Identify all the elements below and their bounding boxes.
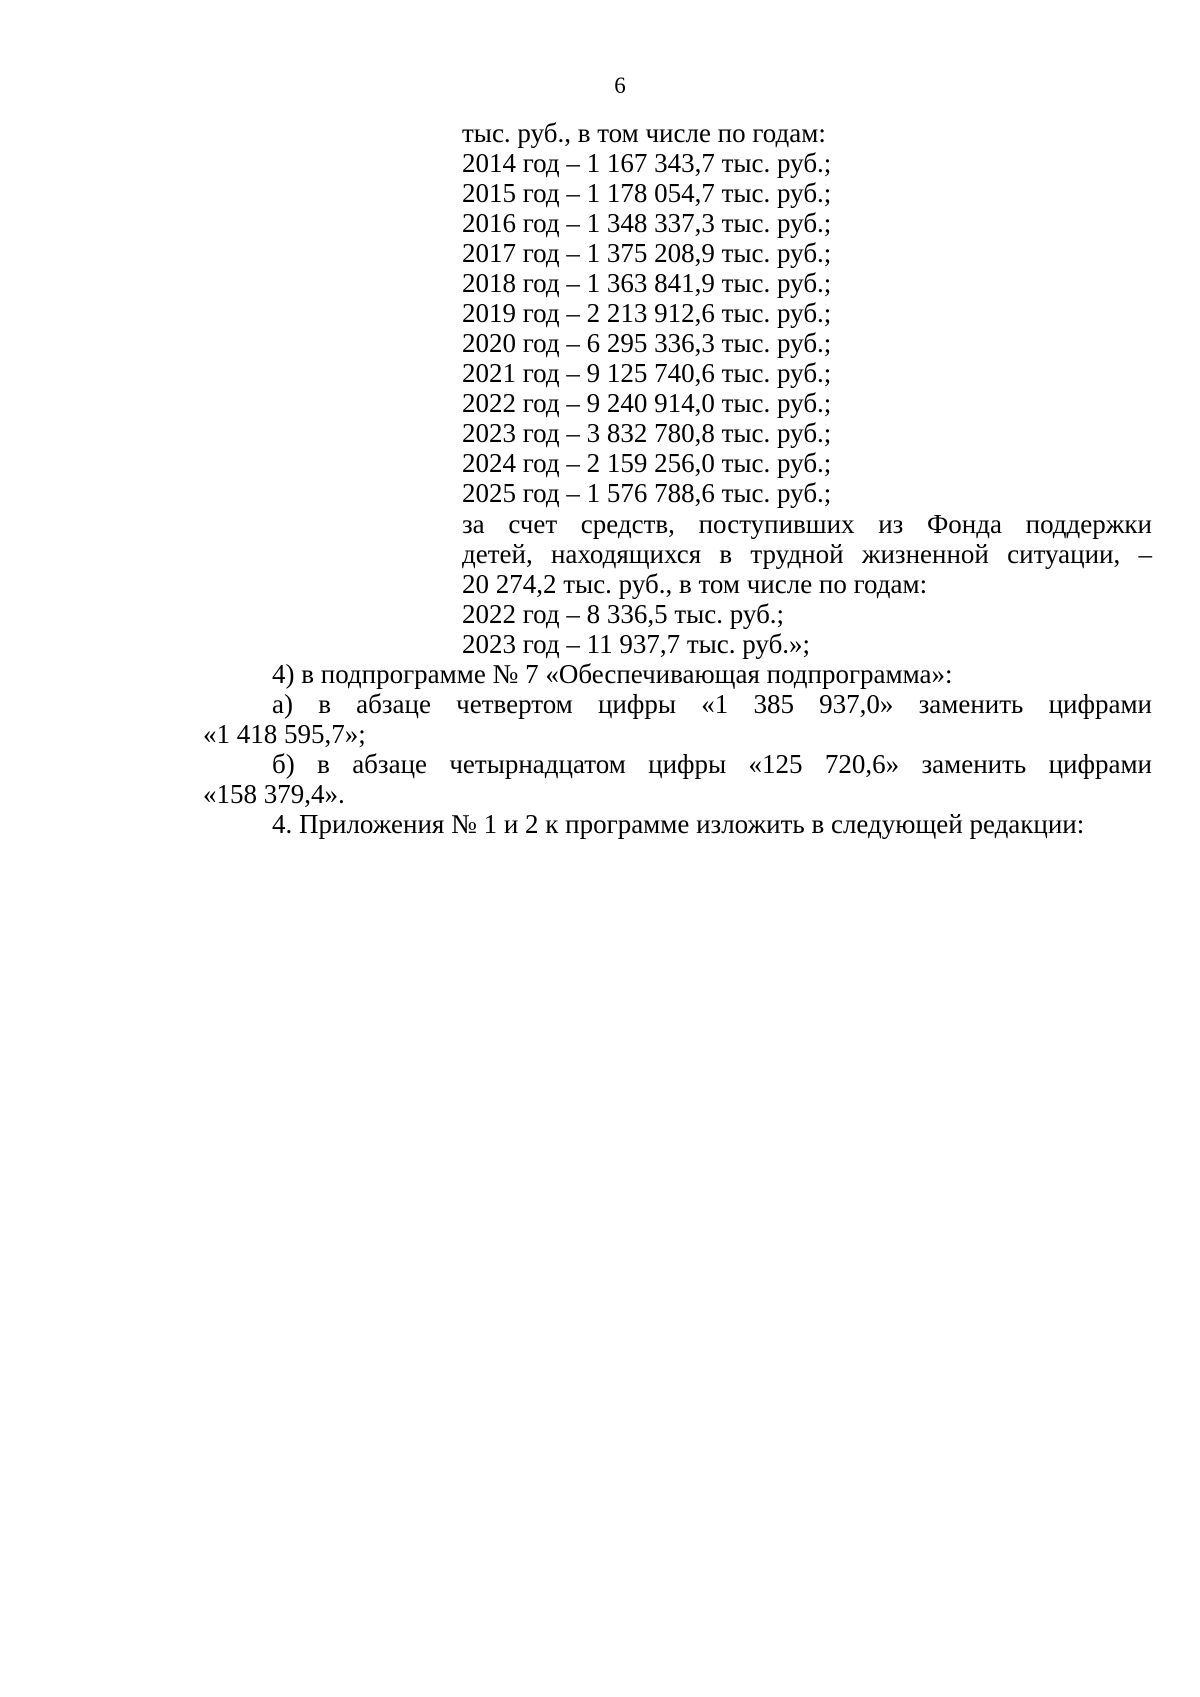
section4-text: 4. Приложения № 1 и 2 к программе изложить в следующей редакции: xyxy=(272,809,1085,839)
fund-year-line: 2023 год – 11 937,7 тыс. руб.»; xyxy=(462,629,811,659)
funding-year-line: 2015 год – 1 178 054,7 тыс. руб.; xyxy=(462,178,832,208)
funding-intro: тыс. руб., в том числе по годам: xyxy=(462,118,826,148)
funding-year-line: 2019 год – 2 213 912,6 тыс. руб.; xyxy=(462,298,832,328)
funding-year-line: 2016 год – 1 348 337,3 тыс. руб.; xyxy=(462,208,832,238)
funding-year-line: 2024 год – 2 159 256,0 тыс. руб.; xyxy=(462,448,832,478)
fund-text-line: детей, находящихся в трудной жизненной ситуации, – xyxy=(462,539,1152,569)
funding-year-line: 2014 год – 1 167 343,7 тыс. руб.; xyxy=(462,148,832,178)
funding-year-line: 2023 год – 3 832 780,8 тыс. руб.; xyxy=(462,418,832,448)
item-b-line1: б) в абзаце четырнадцатом цифры «125 720,6» заменить цифрами xyxy=(272,749,1152,779)
funding-year-line: 2025 год – 1 576 788,6 тыс. руб.; xyxy=(462,478,832,508)
item-b-line2: «158 379,4». xyxy=(203,779,345,809)
fund-year-line: 2022 год – 8 336,5 тыс. руб.; xyxy=(462,599,785,629)
funding-year-line: 2018 год – 1 363 841,9 тыс. руб.; xyxy=(462,268,832,298)
funding-year-line: 2022 год – 9 240 914,0 тыс. руб.; xyxy=(462,388,832,418)
page-number: 6 xyxy=(614,73,626,98)
item-a-line1: а) в абзаце четвертом цифры «1 385 937,0» заменить цифрами xyxy=(272,689,1152,719)
item4-heading: 4) в подпрограмме № 7 «Обеспечивающая подпрограмма»: xyxy=(272,659,953,689)
funding-year-line: 2020 год – 6 295 336,3 тыс. руб.; xyxy=(462,328,832,358)
funding-year-line: 2017 год – 1 375 208,9 тыс. руб.; xyxy=(462,238,832,268)
funding-year-line: 2021 год – 9 125 740,6 тыс. руб.; xyxy=(462,358,832,388)
fund-text-line: 20 274,2 тыс. руб., в том числе по годам: xyxy=(462,569,928,599)
item-a-line2: «1 418 595,7»; xyxy=(203,719,366,749)
fund-text-line: за счет средств, поступивших из Фонда поддержки xyxy=(462,509,1152,539)
